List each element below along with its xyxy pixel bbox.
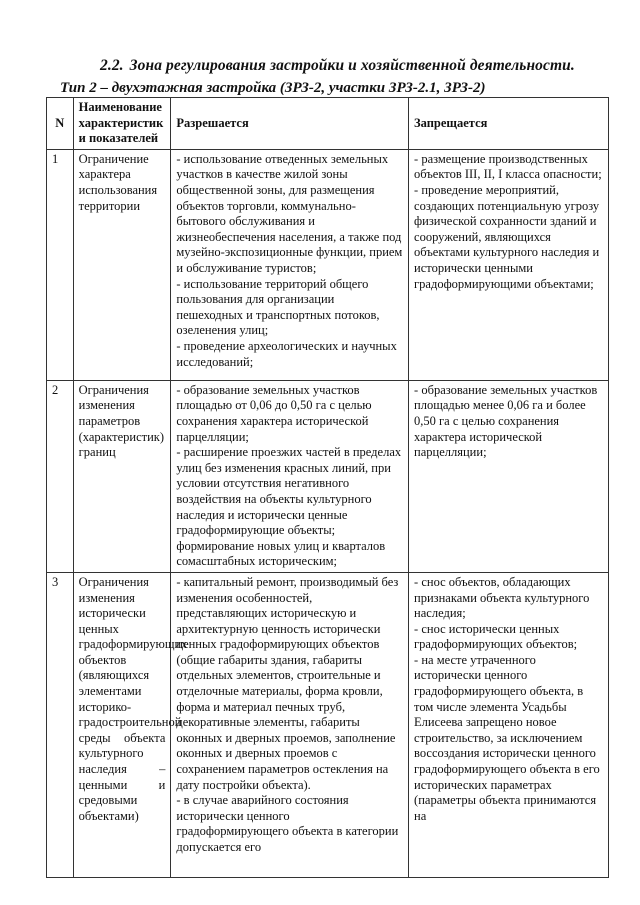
- row-forbidden: - образование земельных участков площадью менее 0,06 га и более 0,50 га с целью сохранения характера исторической парцелляции;: [409, 380, 609, 572]
- row-forbidden: - размещение производственных объектов III, II, I класса опасности; - проведение мероприятий, создающих потенциальную угрозу физической сохранности зданий и сооружений, являющихся объектами культурного наследия и исторически ценными градоформирующими объектами;: [409, 149, 609, 380]
- row-number: 3: [47, 572, 74, 877]
- table-row: [47, 380, 609, 572]
- row-name: Ограничение характера использования территории: [73, 149, 171, 380]
- row-allowed: - образование земельных участков площадью от 0,06 до 0,50 га с целью сохранения характера исторической парцелляции; - расширение проезжих частей в пределах улиц без изменения красных линий, при условии отсутствия негативного воздействия на объекты культурного наследия и исторически ценные градоформирующие объекты; формирование новых улиц и кварталов сомасштабных историческим;: [171, 380, 409, 572]
- row-forbidden: - снос объектов, обладающих признаками объекта культурного наследия; - снос исторически ценных градоформирующих объектов; - на месте утраченного исторически ценного градоформирующего объекта, в том числе элемента Усадьбы Елисеева запрещено новое строительство, за исключением воссоздания исторически ценного градоформирующего объекта в его исторических параметрах (параметры объекта принимаются на: [409, 572, 609, 877]
- table-row: [47, 149, 609, 380]
- row-name: Ограничения изменения исторически ценных градоформирующих объектов (являющихся элементами историко-градостроительной среды объекта культурного наследия – ценными и средовыми объектами): [73, 572, 171, 877]
- header-forbidden: Запрещается: [409, 98, 609, 150]
- section-subtitle: Тип 2 – двухэтажная застройка (ЗРЗ-2, участки ЗРЗ-2.1, ЗРЗ-2): [60, 80, 486, 96]
- table-header-row: [47, 98, 609, 150]
- section-number: 2.2.: [100, 57, 124, 74]
- row-name: Ограничения изменения параметров (характеристик) границ: [73, 380, 171, 572]
- row-allowed: - капитальный ремонт, производимый без изменения особенностей, представляющих историческую и архитектурную ценность исторически ценных градоформирующих объектов (общие габариты здания, габариты отдельных элементов, строительные и отделочные материалы, форма кровли, форма и материал печных труб, декоративные элементы, габариты оконных и дверных проемов, заполнение оконных и дверных проемов с сохранением параметров остекления на дату постройки объекта). - в случае аварийного состояния исторически ценного градоформирующего объекта в категории допускается его: [171, 572, 409, 877]
- section-heading: [78, 57, 633, 75]
- row-allowed: - использование отведенных земельных участков в качестве жилой зоны общественной зоны, для размещения объектов торговли, коммунально-бытового обслуживания и жизнеобеспечения населения, а также под музейно-экспозиционные функции, прием и обслуживание туристов; - использование территорий общего пользования для организации пешеходных и транспортных потоков, озеленения улиц; - проведение археологических и научных исследований;: [171, 149, 409, 380]
- table-row: [47, 572, 609, 877]
- row-number: 2: [47, 380, 74, 572]
- header-name: Наименование характеристик и показателей: [73, 98, 171, 150]
- regulations-table: [46, 97, 609, 878]
- section-title: Зона регулирования застройки и хозяйственной деятельности.: [129, 57, 575, 74]
- row-number: 1: [47, 149, 74, 380]
- header-number: N: [47, 98, 74, 150]
- header-allowed: Разрешается: [171, 98, 409, 150]
